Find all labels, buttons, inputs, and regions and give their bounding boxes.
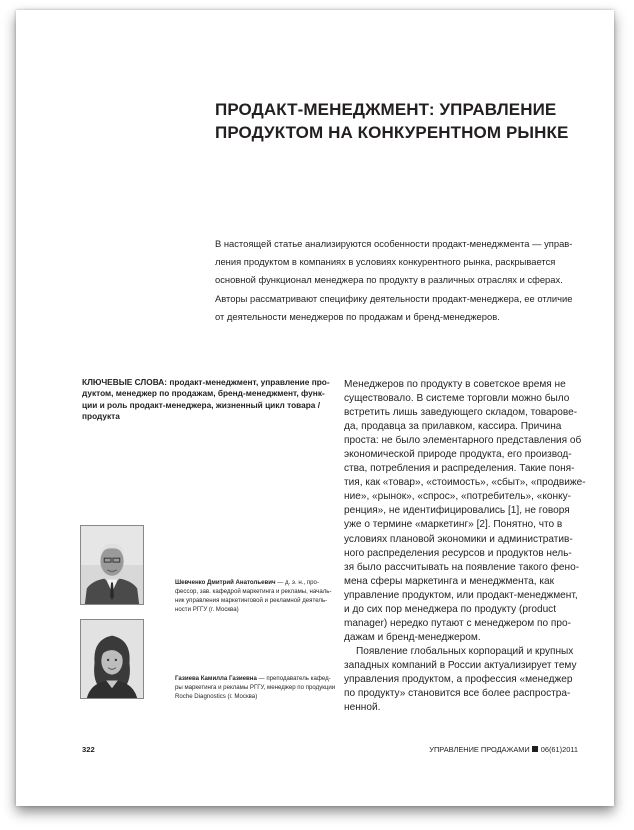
article-body: [344, 378, 594, 715]
keywords-line: ции и роль продакт-менеджера, жизненный цикл товара /: [82, 399, 321, 410]
page-number: 322: [82, 745, 95, 754]
author-info-line: ности РГГУ (г. Москва): [175, 606, 239, 613]
author-photo-male-icon: [80, 525, 144, 605]
body-line: тия, как «товар», «стоимость», «сбыт», «продвиже-: [344, 477, 586, 489]
journal-issue: 06(61)2011: [540, 745, 578, 754]
body-line: manager) нередко путают с менеджером по про-: [344, 617, 571, 629]
abstract-line: В настоящей статье анализируются особенности продакт-менеджмента — управ-: [215, 238, 573, 249]
keywords-line: КЛЮЧЕВЫЕ СЛОВА: продакт-менеджмент, управление про-: [82, 377, 330, 387]
body-line: ства, потребления и распределения. Такие поня-: [344, 463, 575, 475]
body-line: западных компаний в России актуализирует тему: [344, 659, 577, 671]
body-line: мена сферы маркетинга и менеджмента, как: [344, 575, 555, 587]
body-line: Появление глобальных корпораций и крупных: [356, 645, 574, 657]
abstract-line: от деятельности менеджеров по продажам и бренд-менеджеров.: [215, 310, 500, 322]
author-info-line: ры маркетинга и рекламы РГГУ, менеджер по продукции: [175, 684, 336, 691]
body-line: встретить лишь заведующего складом, товарове-: [344, 407, 578, 419]
article-title: [215, 98, 575, 144]
author-info-2: [175, 674, 335, 701]
body-line: по продукту» становится все более распростра-: [344, 688, 571, 700]
article-abstract: [215, 235, 597, 326]
body-line: и до сих пор менеджера по продукту (product: [344, 603, 557, 615]
abstract-line: ления продуктом в компаниях в условиях конкурентного рынка, раскрывается: [215, 256, 556, 268]
body-line: дажам и бренд-менеджером.: [344, 631, 481, 643]
body-line: уже о термине «маркетинг» [2]. Понятно, что в: [344, 519, 563, 531]
body-line: Менеджеров по продукту в советское время не: [344, 379, 566, 390]
black-square-separator-icon: [532, 746, 538, 752]
author-info-line: — д. э. н., про-: [275, 579, 319, 586]
abstract-line: Авторы рассматривают специфику деятельности продакт-менеджера, ее отличие: [215, 292, 573, 304]
journal-name: УПРАВЛЕНИЕ ПРОДАЖАМИ: [429, 745, 530, 754]
author-name: Газиева Камилла Газиевна: [175, 675, 257, 682]
author-info-line: Roche Diagnostics (г. Москва): [175, 693, 258, 700]
author-info-line: фессор, зав. кафедрой маркетинга и рекламы, началь-: [175, 588, 332, 595]
keywords-line: дуктом, менеджер по продажам, бренд-менеджмент, функ-: [82, 388, 325, 399]
author-photo-female-icon: [80, 619, 144, 699]
body-line: ненной.: [344, 702, 381, 714]
author-name: Шевченко Дмитрий Анатольевич: [175, 579, 276, 586]
body-line: экономической природе продукта, его производ-: [344, 449, 572, 461]
body-line: ние», «рынок», «спрос», «потребитель», «конку-: [344, 491, 572, 503]
body-line: да, продавца за прилавком, кассира. Причина: [344, 421, 562, 433]
body-line: управление продуктом, или продакт-менеджмент,: [344, 589, 578, 601]
body-line: зя было рассчитывать на появление такого фено-: [344, 561, 580, 573]
title-line: ПРОДАКТ-МЕНЕДЖМЕНТ: УПРАВЛЕНИЕ: [215, 100, 557, 119]
abstract-line: основной функционал менеджера по продукту в различных отраслях и сферах.: [215, 274, 563, 286]
author-info-1: [175, 578, 335, 614]
body-line: проста: не было элементарного представления об: [344, 435, 582, 447]
keywords-line: продукта: [82, 411, 120, 422]
body-line: условиях плановой экономики и административ-: [344, 533, 573, 545]
journal-page: [16, 10, 614, 806]
body-line: управления продуктом, а профессия «менеджер: [344, 673, 573, 685]
body-line: существовало. В системе торговли можно было: [344, 393, 570, 405]
body-line: ренция», не идентифицировались [1], не говоря: [344, 505, 570, 517]
body-line: ного распределения ресурсов и продуктов нель-: [344, 547, 572, 559]
author-info-line: — преподаватель кафед-: [256, 675, 331, 682]
title-line: ПРОДУКТОМ НА КОНКУРЕНТНОМ РЫНКЕ: [215, 123, 569, 142]
keywords-block: [82, 377, 330, 423]
journal-footer: [429, 745, 578, 754]
author-info-line: ник управления маркетинговой и рекламной деятель-: [175, 597, 328, 604]
